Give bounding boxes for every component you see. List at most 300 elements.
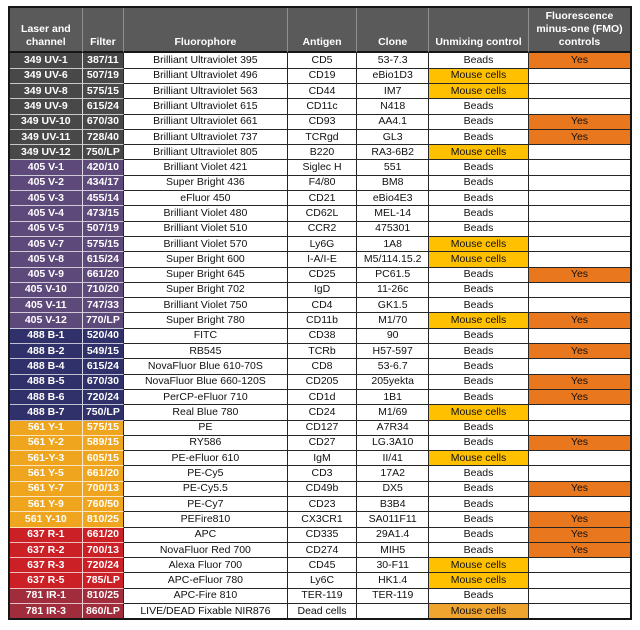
table-row [10,283,630,298]
header-filter: Filter [83,8,124,53]
clone-cell: SA011F11 [357,512,429,527]
unmixing-control-cell: Beads [429,390,529,405]
clone-cell: MIH5 [357,543,429,558]
filter-cell: 575/15 [83,84,124,99]
laser-channel-cell: 405 V-12 [10,313,83,328]
laser-channel-cell: 405 V-8 [10,252,83,267]
clone-cell: 1A8 [357,237,429,252]
fluorophore-cell: APC [124,528,288,543]
unmixing-control-cell: Mouse cells [429,69,529,84]
clone-cell: 90 [357,329,429,344]
table-row [10,589,630,604]
unmixing-control-cell: Beads [429,191,529,206]
fmo-cell [529,451,630,466]
filter-cell: 728/40 [83,130,124,145]
table-body [10,53,630,618]
filter-cell: 575/15 [83,421,124,436]
antigen-cell: CD49b [288,482,358,497]
fluorophore-cell: APC-eFluor 780 [124,573,288,588]
filter-cell: 589/15 [83,436,124,451]
fmo-cell [529,604,630,618]
antigen-cell: Dead cells [288,604,358,618]
fmo-cell: Yes [529,436,630,451]
unmixing-control-cell: Beads [429,99,529,114]
antigen-cell: CD25 [288,268,358,283]
fluorophore-cell: PE [124,421,288,436]
antigen-cell: CD11c [288,99,358,114]
unmixing-control-cell: Beads [429,160,529,175]
antigen-cell: CCR2 [288,222,358,237]
antigen-cell: CD21 [288,191,358,206]
fluorophore-cell: PEFire810 [124,512,288,527]
fmo-cell: Yes [529,115,630,130]
fluorophore-cell: Brilliant Ultraviolet 395 [124,53,288,68]
antigen-cell: CD11b [288,313,358,328]
filter-cell: 520/40 [83,329,124,344]
fluorophore-cell: Brilliant Ultraviolet 737 [124,130,288,145]
laser-channel-cell: 405 V-4 [10,206,83,221]
laser-channel-cell: 405 V-3 [10,191,83,206]
laser-channel-cell: 781 IR-1 [10,589,83,604]
clone-cell: A7R34 [357,421,429,436]
clone-cell: RA3-6B2 [357,145,429,160]
filter-cell: 750/LP [83,145,124,160]
fluorophore-cell: PE-Cy7 [124,497,288,512]
clone-cell: 551 [357,160,429,175]
fmo-cell [529,283,630,298]
table-row [10,543,630,558]
filter-cell: 434/17 [83,176,124,191]
clone-cell: LG.3A10 [357,436,429,451]
filter-cell: 387/11 [83,53,124,68]
unmixing-control-cell: Beads [429,482,529,497]
antigen-cell: CD205 [288,375,358,390]
filter-cell: 670/30 [83,115,124,130]
table-row [10,451,630,466]
fmo-cell: Yes [529,482,630,497]
table-row [10,130,630,145]
table-row [10,573,630,588]
clone-cell: H57-597 [357,344,429,359]
filter-cell: 810/25 [83,589,124,604]
unmixing-control-cell: Mouse cells [429,84,529,99]
fluorophore-cell: RB545 [124,344,288,359]
clone-cell: M1/70 [357,313,429,328]
filter-cell: 770/LP [83,313,124,328]
filter-cell: 860/LP [83,604,124,618]
laser-channel-cell: 488 B-5 [10,375,83,390]
fluorophore-cell: Real Blue 780 [124,405,288,420]
table-row [10,53,630,68]
unmixing-control-cell: Beads [429,176,529,191]
antigen-cell: CD45 [288,558,358,573]
filter-cell: 507/19 [83,69,124,84]
fmo-cell [529,191,630,206]
fmo-cell [529,558,630,573]
clone-cell: GL3 [357,130,429,145]
laser-channel-cell: 349 UV-6 [10,69,83,84]
antigen-cell: CD274 [288,543,358,558]
laser-channel-cell: 561 Y-2 [10,436,83,451]
laser-channel-cell: 637 R-3 [10,558,83,573]
laser-channel-cell: 561 Y-7 [10,482,83,497]
laser-channel-cell: 349 UV-12 [10,145,83,160]
fmo-cell [529,176,630,191]
header-row [10,8,630,53]
clone-cell: N418 [357,99,429,114]
table-row [10,390,630,405]
fluorophore-cell: PE-Cy5 [124,466,288,481]
filter-cell: 615/24 [83,99,124,114]
fmo-cell [529,359,630,374]
filter-cell: 549/15 [83,344,124,359]
table-row [10,176,630,191]
unmixing-control-cell: Beads [429,344,529,359]
header-fluorophore: Fluorophore [124,8,288,53]
fmo-cell [529,84,630,99]
unmixing-control-cell: Beads [429,329,529,344]
unmixing-control-cell: Beads [429,206,529,221]
fluorophore-cell: Brilliant Ultraviolet 496 [124,69,288,84]
clone-cell: II/41 [357,451,429,466]
fmo-cell: Yes [529,375,630,390]
clone-cell: B3B4 [357,497,429,512]
unmixing-control-cell: Mouse cells [429,405,529,420]
fluorophore-cell: LIVE/DEAD Fixable NIR876 [124,604,288,618]
fluorophore-cell: NovaFluor Red 700 [124,543,288,558]
table-row [10,466,630,481]
clone-cell: GK1.5 [357,298,429,313]
clone-cell: 30-F11 [357,558,429,573]
antigen-cell: IgD [288,283,358,298]
antigen-cell: CD93 [288,115,358,130]
filter-cell: 700/13 [83,482,124,497]
laser-channel-cell: 405 V-2 [10,176,83,191]
antigen-cell: CD1d [288,390,358,405]
table-row [10,313,630,328]
unmixing-control-cell: Beads [429,466,529,481]
table-row [10,237,630,252]
fmo-cell [529,573,630,588]
fmo-cell [529,237,630,252]
table-row [10,375,630,390]
header-clone: Clone [357,8,429,53]
antigen-cell: CD24 [288,405,358,420]
fmo-cell [529,69,630,84]
clone-cell: 53-7.3 [357,53,429,68]
table-row [10,512,630,527]
clone-cell: TER-119 [357,589,429,604]
table-row [10,99,630,114]
table-row [10,115,630,130]
clone-cell: MEL-14 [357,206,429,221]
table-row [10,206,630,221]
antigen-cell: CD23 [288,497,358,512]
fmo-cell: Yes [529,268,630,283]
table-row [10,252,630,267]
antigen-cell: CD127 [288,421,358,436]
fmo-cell [529,405,630,420]
unmixing-control-cell: Mouse cells [429,237,529,252]
antigen-cell: CX3CR1 [288,512,358,527]
clone-cell: 1B1 [357,390,429,405]
fluorophore-cell: Brilliant Ultraviolet 661 [124,115,288,130]
header-antigen: Antigen [288,8,358,53]
laser-channel-cell: 349 UV-8 [10,84,83,99]
fmo-cell: Yes [529,528,630,543]
unmixing-control-cell: Beads [429,436,529,451]
fmo-cell [529,252,630,267]
filter-cell: 720/24 [83,390,124,405]
unmixing-control-cell: Mouse cells [429,604,529,618]
unmixing-control-cell: Mouse cells [429,451,529,466]
clone-cell: HK1.4 [357,573,429,588]
clone-cell: eBio4E3 [357,191,429,206]
laser-channel-cell: 488 B-4 [10,359,83,374]
laser-channel-cell: 405 V-1 [10,160,83,175]
unmixing-control-cell: Beads [429,115,529,130]
clone-cell: M1/69 [357,405,429,420]
unmixing-control-cell: Mouse cells [429,145,529,160]
fmo-cell [529,99,630,114]
antigen-cell: CD62L [288,206,358,221]
table-row [10,344,630,359]
antigen-cell: CD27 [288,436,358,451]
antigen-cell: TCRgd [288,130,358,145]
filter-cell: 750/LP [83,405,124,420]
fmo-cell [529,145,630,160]
filter-cell: 710/20 [83,283,124,298]
fluorophore-cell: Brilliant Ultraviolet 805 [124,145,288,160]
fmo-cell: Yes [529,313,630,328]
clone-cell: BM8 [357,176,429,191]
clone-cell: AA4.1 [357,115,429,130]
filter-cell: 575/15 [83,237,124,252]
antigen-cell: Ly6C [288,573,358,588]
filter-cell: 810/25 [83,512,124,527]
clone-cell: eBio1D3 [357,69,429,84]
fluorophore-cell: Super Bright 702 [124,283,288,298]
clone-cell: 17A2 [357,466,429,481]
clone-cell: DX5 [357,482,429,497]
fmo-cell: Yes [529,543,630,558]
fluorophore-cell: PerCP-eFluor 710 [124,390,288,405]
table-row [10,329,630,344]
panel-table-container [8,6,632,620]
laser-channel-cell: 405 V-10 [10,283,83,298]
clone-cell: 475301 [357,222,429,237]
antigen-cell: Ly6G [288,237,358,252]
unmixing-control-cell: Beads [429,222,529,237]
table-row [10,69,630,84]
antigen-cell: I-A/I-E [288,252,358,267]
header-unmixing-control: Unmixing control [429,8,529,53]
table-row [10,191,630,206]
laser-channel-cell: 405 V-7 [10,237,83,252]
table-header [10,8,630,53]
unmixing-control-cell: Beads [429,497,529,512]
table-row [10,84,630,99]
fmo-cell [529,497,630,512]
antigen-cell: B220 [288,145,358,160]
filter-cell: 473/15 [83,206,124,221]
unmixing-control-cell: Mouse cells [429,252,529,267]
unmixing-control-cell: Beads [429,375,529,390]
fmo-cell [529,329,630,344]
unmixing-control-cell: Beads [429,589,529,604]
unmixing-control-cell: Mouse cells [429,558,529,573]
fluorophore-cell: NovaFluor Blue 660-120S [124,375,288,390]
unmixing-control-cell: Beads [429,130,529,145]
filter-cell: 420/10 [83,160,124,175]
unmixing-control-cell: Beads [429,528,529,543]
fluorophore-cell: FITC [124,329,288,344]
filter-cell: 670/30 [83,375,124,390]
laser-channel-cell: 561 Y-10 [10,512,83,527]
filter-cell: 455/14 [83,191,124,206]
antigen-cell: IgM [288,451,358,466]
fmo-cell: Yes [529,512,630,527]
fluorophore-cell: Super Bright 780 [124,313,288,328]
unmixing-control-cell: Mouse cells [429,573,529,588]
antigen-cell: F4/80 [288,176,358,191]
table-row [10,482,630,497]
laser-channel-cell: 405 V-11 [10,298,83,313]
antigen-cell: CD335 [288,528,358,543]
unmixing-control-cell: Beads [429,421,529,436]
antigen-cell: CD19 [288,69,358,84]
antigen-cell: TER-119 [288,589,358,604]
unmixing-control-cell: Mouse cells [429,313,529,328]
laser-channel-cell: 405 V-5 [10,222,83,237]
fluorophore-cell: Brilliant Violet 510 [124,222,288,237]
table-row [10,222,630,237]
laser-channel-cell: 637 R-2 [10,543,83,558]
fmo-cell: Yes [529,130,630,145]
fluorophore-cell: PE-eFluor 610 [124,451,288,466]
unmixing-control-cell: Beads [429,512,529,527]
clone-cell: IM7 [357,84,429,99]
clone-cell: PC61.5 [357,268,429,283]
table-row [10,160,630,175]
table-row [10,421,630,436]
table-row [10,145,630,160]
table-row [10,268,630,283]
fmo-cell [529,589,630,604]
clone-cell: 11-26c [357,283,429,298]
laser-channel-cell: 488 B-7 [10,405,83,420]
panel-table [10,8,630,618]
laser-channel-cell: 781 IR-3 [10,604,83,618]
filter-cell: 760/50 [83,497,124,512]
fluorophore-cell: PE-Cy5.5 [124,482,288,497]
antigen-cell: CD4 [288,298,358,313]
laser-channel-cell: 561 Y-5 [10,466,83,481]
laser-channel-cell: 349 UV-9 [10,99,83,114]
unmixing-control-cell: Beads [429,268,529,283]
laser-channel-cell: 488 B-2 [10,344,83,359]
fmo-cell [529,421,630,436]
antigen-cell: CD38 [288,329,358,344]
fmo-cell [529,206,630,221]
table-row [10,436,630,451]
clone-cell: 205yekta [357,375,429,390]
fluorophore-cell: Brilliant Violet 750 [124,298,288,313]
laser-channel-cell: 637 R-5 [10,573,83,588]
fluorophore-cell: Brilliant Ultraviolet 615 [124,99,288,114]
filter-cell: 615/24 [83,252,124,267]
filter-cell: 661/20 [83,268,124,283]
fluorophore-cell: Brilliant Violet 421 [124,160,288,175]
fluorophore-cell: Super Bright 436 [124,176,288,191]
fluorophore-cell: RY586 [124,436,288,451]
laser-channel-cell: 561 Y-9 [10,497,83,512]
fmo-cell: Yes [529,344,630,359]
clone-cell: M5/114.15.2 [357,252,429,267]
filter-cell: 720/24 [83,558,124,573]
antigen-cell: CD3 [288,466,358,481]
fmo-cell: Yes [529,390,630,405]
table-row [10,497,630,512]
filter-cell: 615/24 [83,359,124,374]
filter-cell: 700/13 [83,543,124,558]
fluorophore-cell: Alexa Fluor 700 [124,558,288,573]
fmo-cell [529,222,630,237]
table-row [10,405,630,420]
header-laser-and-channel: Laser and channel [10,8,83,53]
filter-cell: 661/20 [83,528,124,543]
unmixing-control-cell: Beads [429,53,529,68]
fmo-cell [529,160,630,175]
fluorophore-cell: Brilliant Violet 570 [124,237,288,252]
antigen-cell: Siglec H [288,160,358,175]
fluorophore-cell: NovaFluor Blue 610-70S [124,359,288,374]
clone-cell: 29A1.4 [357,528,429,543]
unmixing-control-cell: Beads [429,298,529,313]
header-fmo-controls: Fluorescence minus-one (FMO) controls [529,8,630,53]
laser-channel-cell: 561-Y-3 [10,451,83,466]
unmixing-control-cell: Beads [429,359,529,374]
fluorophore-cell: Brilliant Ultraviolet 563 [124,84,288,99]
fluorophore-cell: APC-Fire 810 [124,589,288,604]
fmo-cell [529,298,630,313]
antigen-cell: CD8 [288,359,358,374]
table-row [10,604,630,618]
fluorophore-cell: Super Bright 600 [124,252,288,267]
unmixing-control-cell: Beads [429,283,529,298]
filter-cell: 661/20 [83,466,124,481]
laser-channel-cell: 349 UV-10 [10,115,83,130]
filter-cell: 747/33 [83,298,124,313]
filter-cell: 507/19 [83,222,124,237]
table-row [10,359,630,374]
fluorophore-cell: Super Bright 645 [124,268,288,283]
table-row [10,558,630,573]
fluorophore-cell: eFluor 450 [124,191,288,206]
laser-channel-cell: 561 Y-1 [10,421,83,436]
filter-cell: 605/15 [83,451,124,466]
laser-channel-cell: 349 UV-11 [10,130,83,145]
antigen-cell: TCRb [288,344,358,359]
fmo-cell [529,466,630,481]
laser-channel-cell: 488 B-1 [10,329,83,344]
table-row [10,298,630,313]
laser-channel-cell: 349 UV-1 [10,53,83,68]
laser-channel-cell: 405 V-9 [10,268,83,283]
fmo-cell: Yes [529,53,630,68]
unmixing-control-cell: Beads [429,543,529,558]
filter-cell: 785/LP [83,573,124,588]
